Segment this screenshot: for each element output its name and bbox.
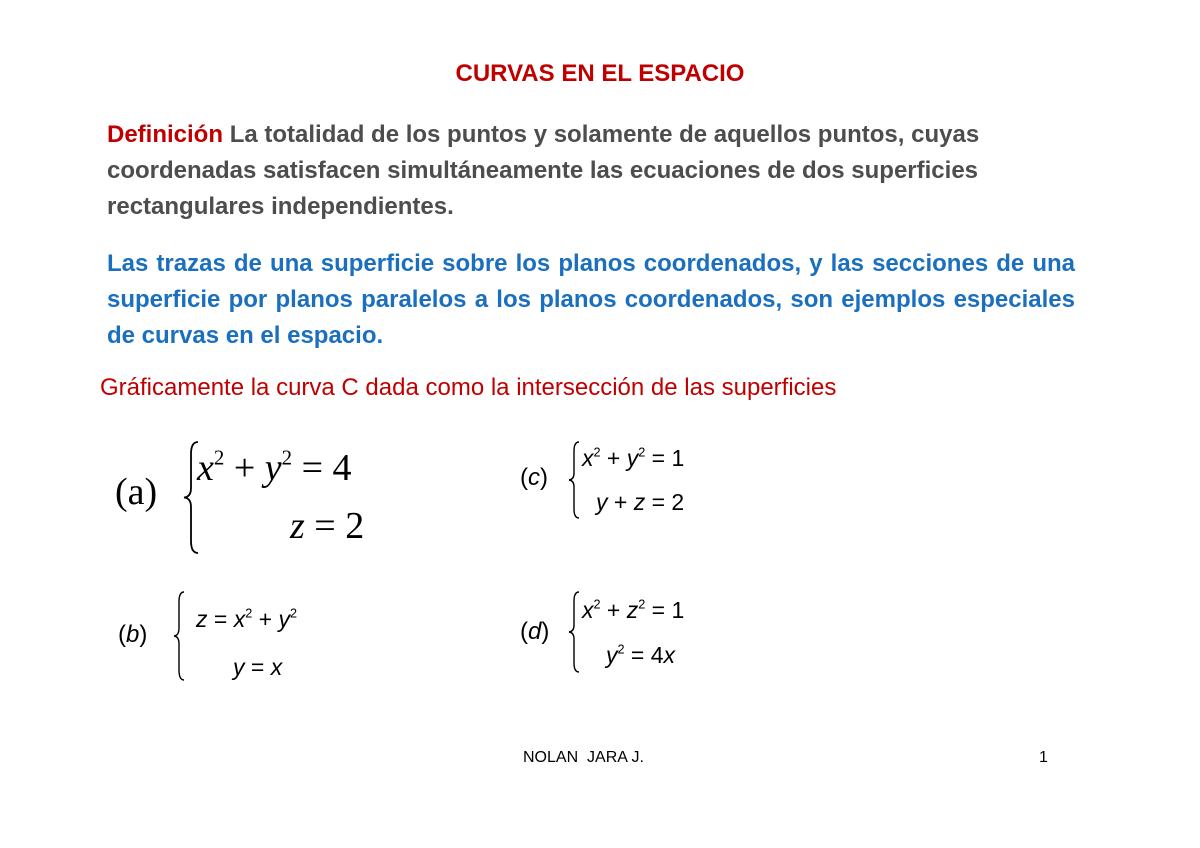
left-brace-icon xyxy=(568,590,580,674)
equation-system-d xyxy=(520,590,750,675)
definition-paragraph xyxy=(107,117,1082,225)
equation-d-1: $x^2 + z^2 = 1$ xyxy=(582,597,685,623)
definition-term: Definición xyxy=(107,121,224,148)
equation-c-1: $x^2 + y^2 = 1$ xyxy=(582,445,685,471)
left-brace-icon xyxy=(568,440,580,520)
equation-c-2: y + z = 2 xyxy=(596,489,685,515)
equation-a-2: z = 2 xyxy=(290,505,365,547)
system-label-d: (d) xyxy=(520,618,550,645)
equation-b-1: $z = x^2 + y^2$ xyxy=(196,606,297,632)
equation-system-a xyxy=(115,440,395,555)
graphically-text: Gráficamente la curva C dada como la intersección de las superficies xyxy=(100,374,837,401)
system-label-a: (a) xyxy=(115,471,158,513)
page-title: CURVAS EN EL ESPACIO xyxy=(455,60,745,87)
footer-author: NOLAN JARA J. xyxy=(523,749,644,766)
equation-system-c xyxy=(520,440,750,520)
equation-system-b xyxy=(118,590,378,685)
definition-text: La totalidad de los puntos y solamente de aquellos puntos, cuyas coordenadas satisfacen simultáneamente las ecuaciones de dos superficies rectangulares independientes. xyxy=(107,121,980,220)
page-number: 1 xyxy=(1039,749,1048,766)
left-brace-icon xyxy=(173,590,185,682)
equation-a-1: $x^2 + y^2 = 4$ xyxy=(197,445,352,489)
equation-b-2: y = x xyxy=(233,654,283,680)
traces-paragraph: Las trazas de una superficie sobre los planos coordenados, y las secciones de una superficie por planos paralelos a los planos coordenados, son ejemplos especiales de curvas en el espacio. xyxy=(107,250,1075,349)
system-label-b: (b) xyxy=(118,621,148,648)
system-label-c: (c) xyxy=(520,464,548,491)
equation-d-2: $y^2 = 4x$ xyxy=(606,642,676,668)
